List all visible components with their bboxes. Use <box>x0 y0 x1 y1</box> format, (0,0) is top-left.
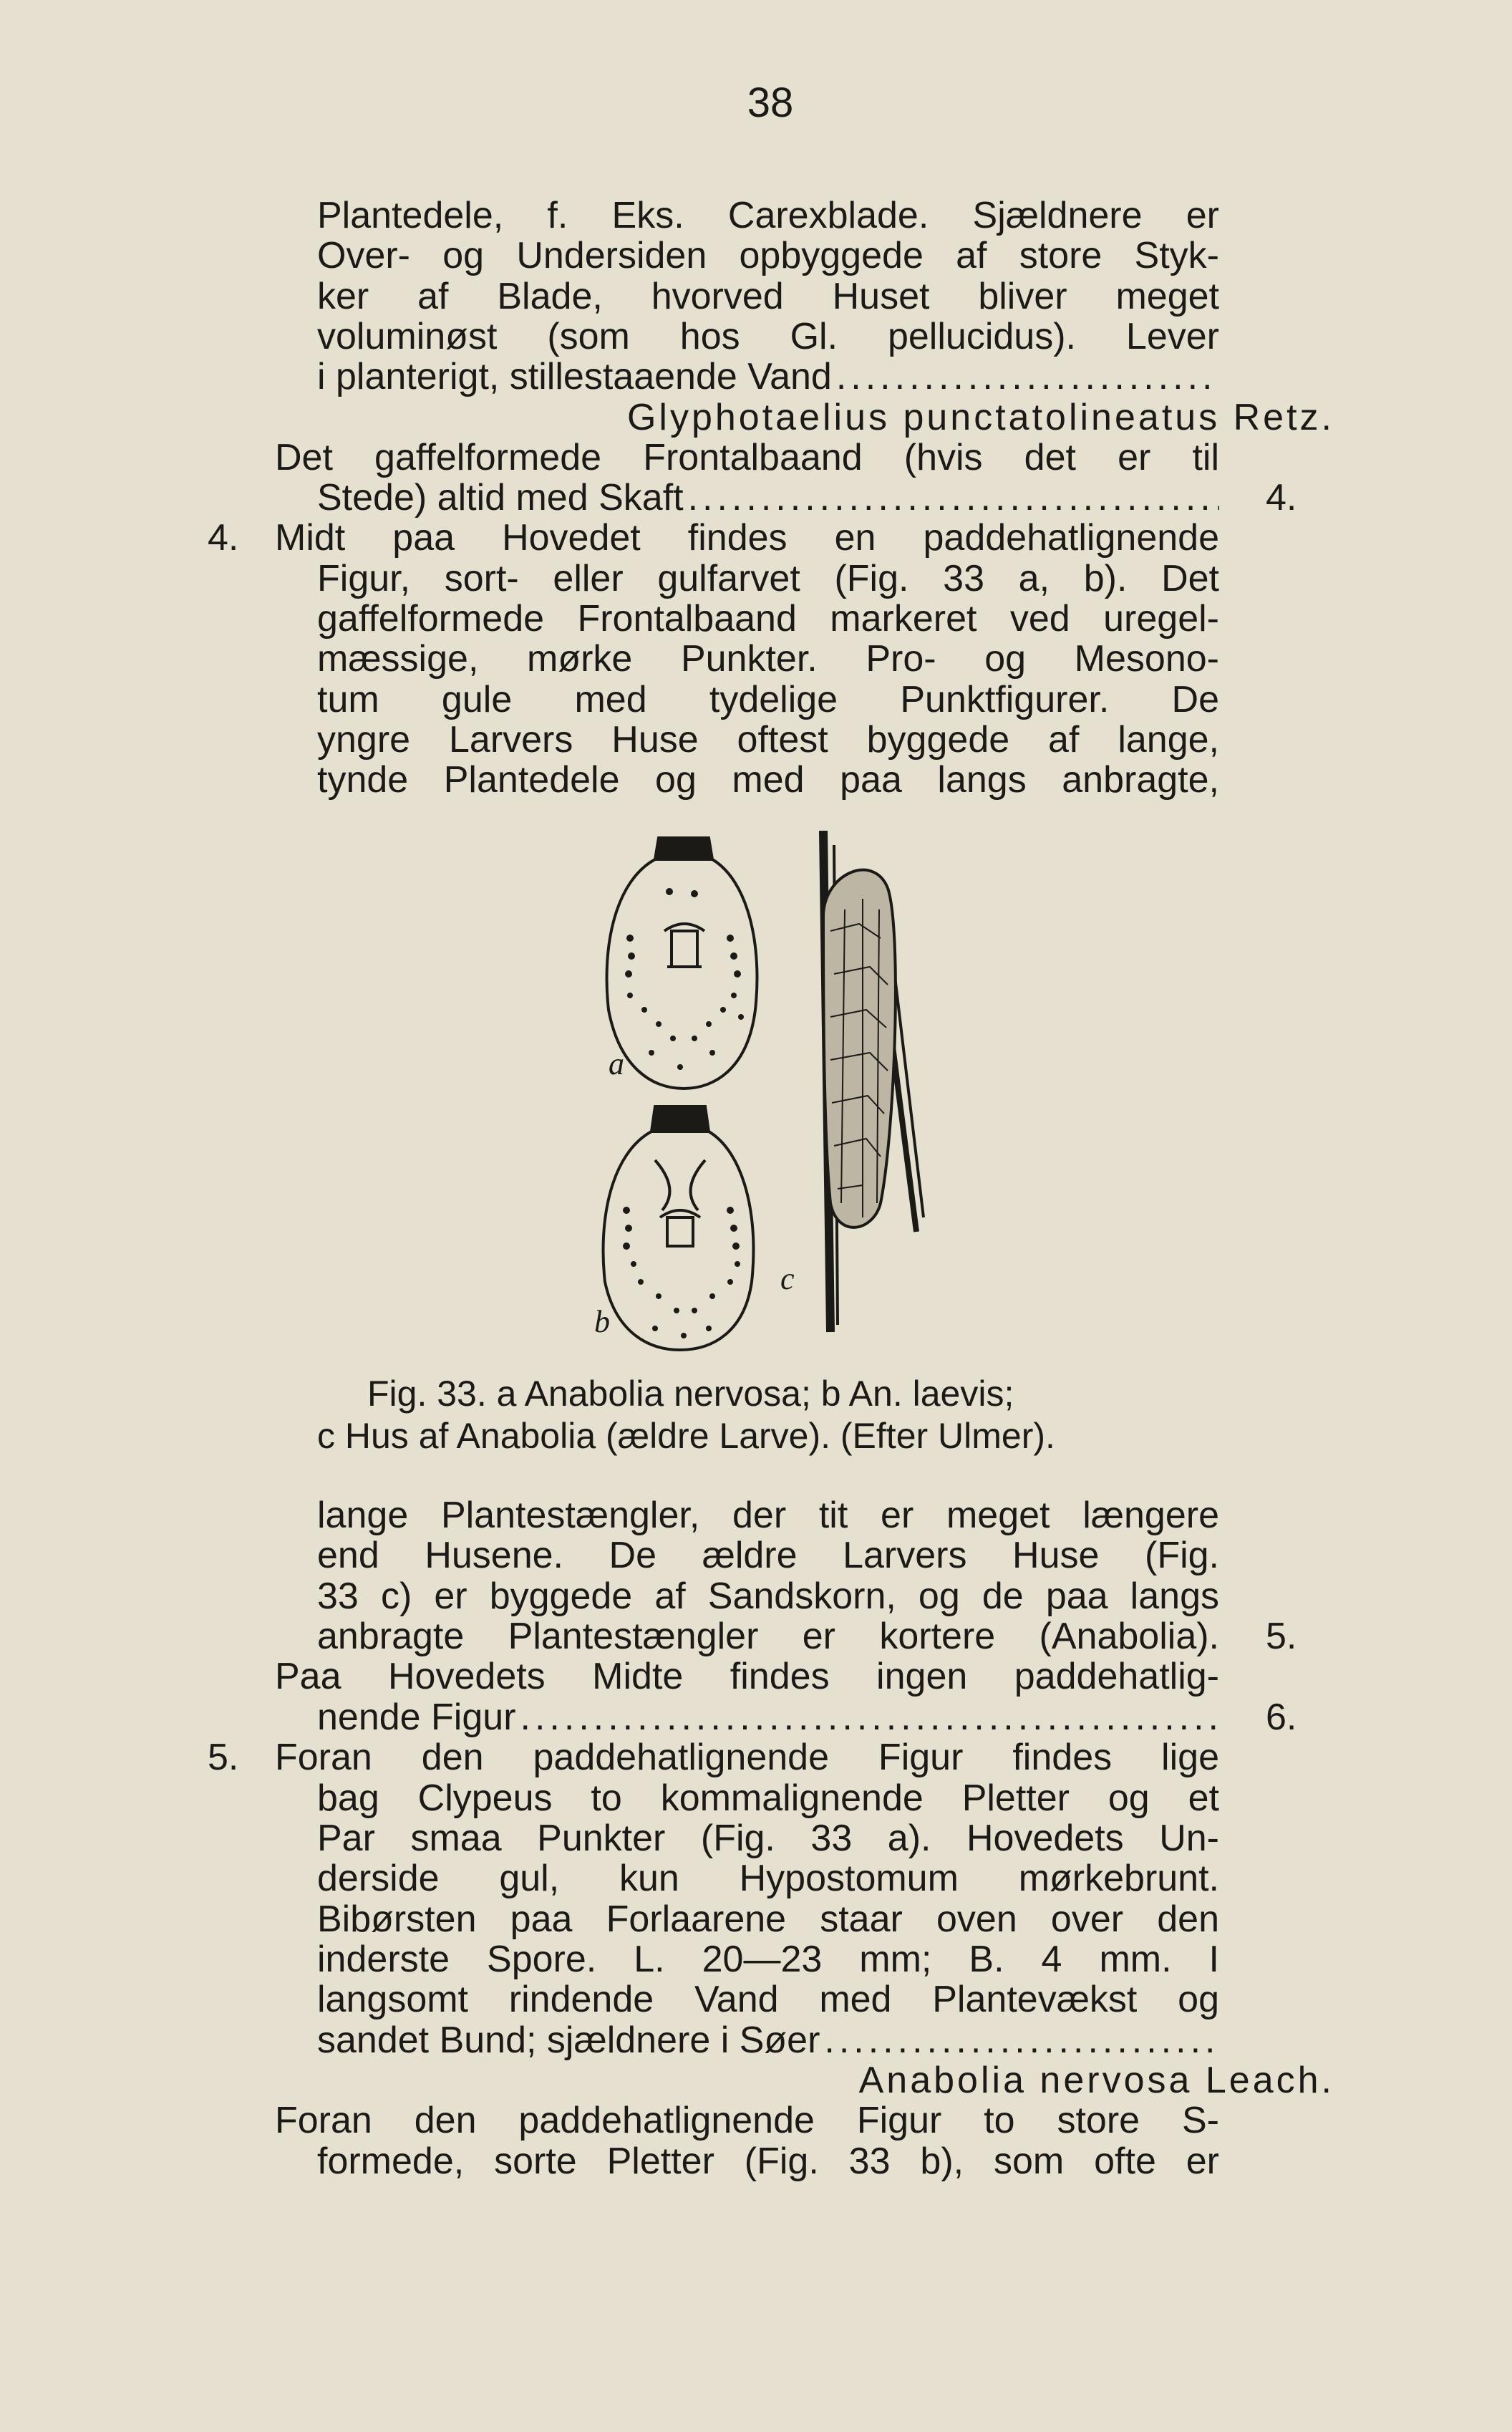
text-line: 33 c) er byggede af Sandskorn, og de paa langs <box>317 1576 1219 1617</box>
text-line: Paa Hovedets Midte findes ingen paddehatlig- <box>275 1656 1219 1697</box>
figure-drawing <box>587 831 959 1361</box>
key-reference: 5. <box>1266 1616 1297 1657</box>
species-name: Anabolia nervosa Leach. <box>858 2060 1334 2101</box>
text-line: formede, sorte Pletter (Fig. 33 b), som ofte er <box>317 2141 1219 2182</box>
larva-head-b <box>604 1106 754 1350</box>
figure-label-b: b <box>594 1304 610 1339</box>
figure-label-c: c <box>780 1261 795 1296</box>
text-line: Det gaffelformede Frontalbaand (hvis det er til <box>275 437 1219 478</box>
text-line: Over- og Undersiden opbyggede af store Styk- <box>317 235 1219 276</box>
text-line: lange Plantestængler, der tit er meget længere <box>317 1495 1219 1536</box>
leader-dots <box>832 354 1219 399</box>
species-name: Glyphotaelius punctatolineatus Retz. <box>626 397 1334 438</box>
text-line: langsomt rindende Vand med Plantevækst og <box>317 1979 1219 2020</box>
text-line-leader <box>317 1695 1219 1739</box>
text-line: end Husene. De ældre Larvers Huse (Fig. <box>317 1535 1219 1576</box>
leader-dots <box>516 1695 1219 1739</box>
text-line: Figur, sort- eller gulfarvet (Fig. 33 a, b). Det <box>317 558 1219 599</box>
text-line: voluminøst (som hos Gl. pellucidus). Lever <box>317 316 1219 357</box>
key-number: 4. <box>208 517 239 559</box>
text-line-text: Stede) altid med Skaft <box>317 477 684 518</box>
text-line: Bibørsten paa Forlaarene staar oven over den <box>317 1898 1219 1940</box>
figure-caption-line2: c Hus af Anabolia (ældre Larve). (Efter Ulmer). <box>317 1416 1055 1456</box>
text-line: yngre Larvers Huse oftest byggede af lange, <box>317 719 1219 761</box>
text-line: bag Clypeus to kommalignende Pletter og et <box>317 1777 1219 1819</box>
text-line: anbragte Plantestængler er kortere (Anabolia). <box>317 1616 1219 1657</box>
key-number: 5. <box>208 1737 239 1778</box>
figure-33 <box>587 831 959 1361</box>
figure-label-a: a <box>609 1046 624 1081</box>
text-line: Foran den paddehatlignende Figur findes lige <box>275 1737 1219 1778</box>
text-line: ker af Blade, hvorved Huset bliver meget <box>317 276 1219 317</box>
larva-head-a <box>607 838 757 1089</box>
larva-case-c <box>823 831 924 1332</box>
key-reference: 4. <box>1266 477 1297 518</box>
text-line-text: i planterigt, stillestaaende Vand <box>317 356 832 397</box>
figure-caption-line1: Fig. 33. a Anabolia nervosa; b An. laevis; <box>367 1374 1014 1414</box>
text-line-text: nende Figur <box>317 1697 516 1738</box>
text-line: mæssige, mørke Punkter. Pro- og Mesono- <box>317 638 1219 680</box>
text-line-leader <box>317 354 1219 399</box>
text-line: derside gul, kun Hypostomum mørkebrunt. <box>317 1858 1219 1899</box>
text-line: Midt paa Hovedet findes en paddehatlignende <box>275 517 1219 559</box>
text-line: Plantedele, f. Eks. Carexblade. Sjældnere er <box>317 195 1219 236</box>
text-line-leader <box>317 476 1219 520</box>
leader-dots <box>684 476 1219 520</box>
key-reference: 6. <box>1266 1697 1297 1738</box>
text-line: Foran den paddehatlignende Figur to store S- <box>275 2100 1219 2141</box>
text-line: tum gule med tydelige Punktfigurer. De <box>317 679 1219 720</box>
text-line: Par smaa Punkter (Fig. 33 a). Hovedets Un- <box>317 1818 1219 1859</box>
text-line: inderste Spore. L. 20—23 mm; B. 4 mm. I <box>317 1939 1219 1980</box>
page-number: 38 <box>747 79 794 126</box>
text-line-text: sandet Bund; sjældnere i Søer <box>317 2020 820 2061</box>
text-line-leader <box>317 2018 1219 2062</box>
text-line: tynde Plantedele og med paa langs anbragte, <box>317 759 1219 801</box>
leader-dots <box>820 2018 1219 2062</box>
text-line: gaffelformede Frontalbaand markeret ved uregel- <box>317 598 1219 640</box>
